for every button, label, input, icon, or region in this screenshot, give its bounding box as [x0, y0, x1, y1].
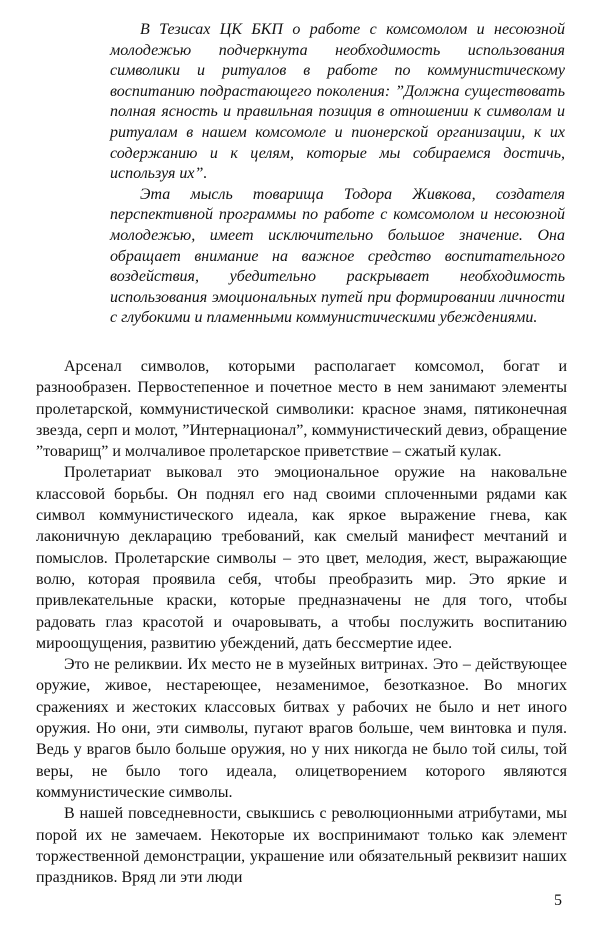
- body-paragraph-2: Пролетариат выковал это эмоциональное оружие на наковальне классовой борьбы. Он поднял его над своими сплоченными рядами как символ коммунистического идеала, как яркое выражение гнева, как лаконичную декларацию требований, как смелый манифест мечтаний и помыслов. Пролетарские символы – это цвет, мелодия, жест, выражающие волю, которая проявила себя, чтобы преобразить мир. Это яркие и привлекательные краски, которые предназначены не для того, чтобы радовать глаз красотой и очаровывать, а чтобы послужить воспитанию мироощущения, развитию убеждений, дать бессмертие идее.: [36, 464, 567, 652]
- epigraph: [110, 20, 565, 329]
- page-number: 5: [554, 892, 562, 909]
- epigraph-paragraph-1: В Тезисах ЦК БКП о работе с комсомолом и несоюзной молодежью подчеркнута необходимость использования символики и ритуалов в работе по коммунистическому воспитанию подрастающего поколения: ”Должна существовать полная ясность и правильная позиция в отношении к символам и ритуалам в нашем комсомоле и пионерской организации, к их содержанию и к целям, которые мы собираемся достичь, используя их”.: [110, 21, 565, 183]
- main-text: [36, 356, 567, 888]
- epigraph-paragraph-2: Эта мысль товарища Тодора Живкова, создателя перспективной программы по работе с комсомолом и несоюзной молодежью, имеет исключительно большое значение. Она обращает внимание на важное средство воспитательного воздействия, убедительно раскрывает необходимость использования эмоциональных путей при формировании личности с глубокими и пламенными коммунистическими убеждениями.: [110, 185, 565, 327]
- body-paragraph-4: В нашей повседневности, свыкшись с революционными атрибутами, мы порой их не замечаем. Некоторые их воспринимают только как элемент торжественной демонстрации, украшение или обязательный реквизит наших праздников. Вряд ли эти люди: [36, 805, 567, 887]
- body-paragraph-3: Это не реликвии. Их место не в музейных витринах. Это – действующее оружие, живое, нестареющее, незаменимое, безотказное. Во многих сражениях и жестоких классовых битвах у рабочих не было и нет иного оружия. Но они, эти символы, пугают врагов больше, чем винтовка и пуля. Ведь у врагов было больше оружия, но у них никогда не было той силы, той веры, не было того идеала, олицетворением которого являются коммунистические символы.: [36, 656, 567, 801]
- body-paragraph-1: Арсенал символов, которыми располагает комсомол, богат и разнообразен. Первостепенное и почетное место в нем занимают элементы пролетарской, коммунистической символики: красное знамя, пятиконечная звезда, серп и молот, ”Интернационал”, коммунистический девиз, обращение ”товарищ” и молчаливое пролетарское приветствие – сжатый кулак.: [36, 358, 567, 461]
